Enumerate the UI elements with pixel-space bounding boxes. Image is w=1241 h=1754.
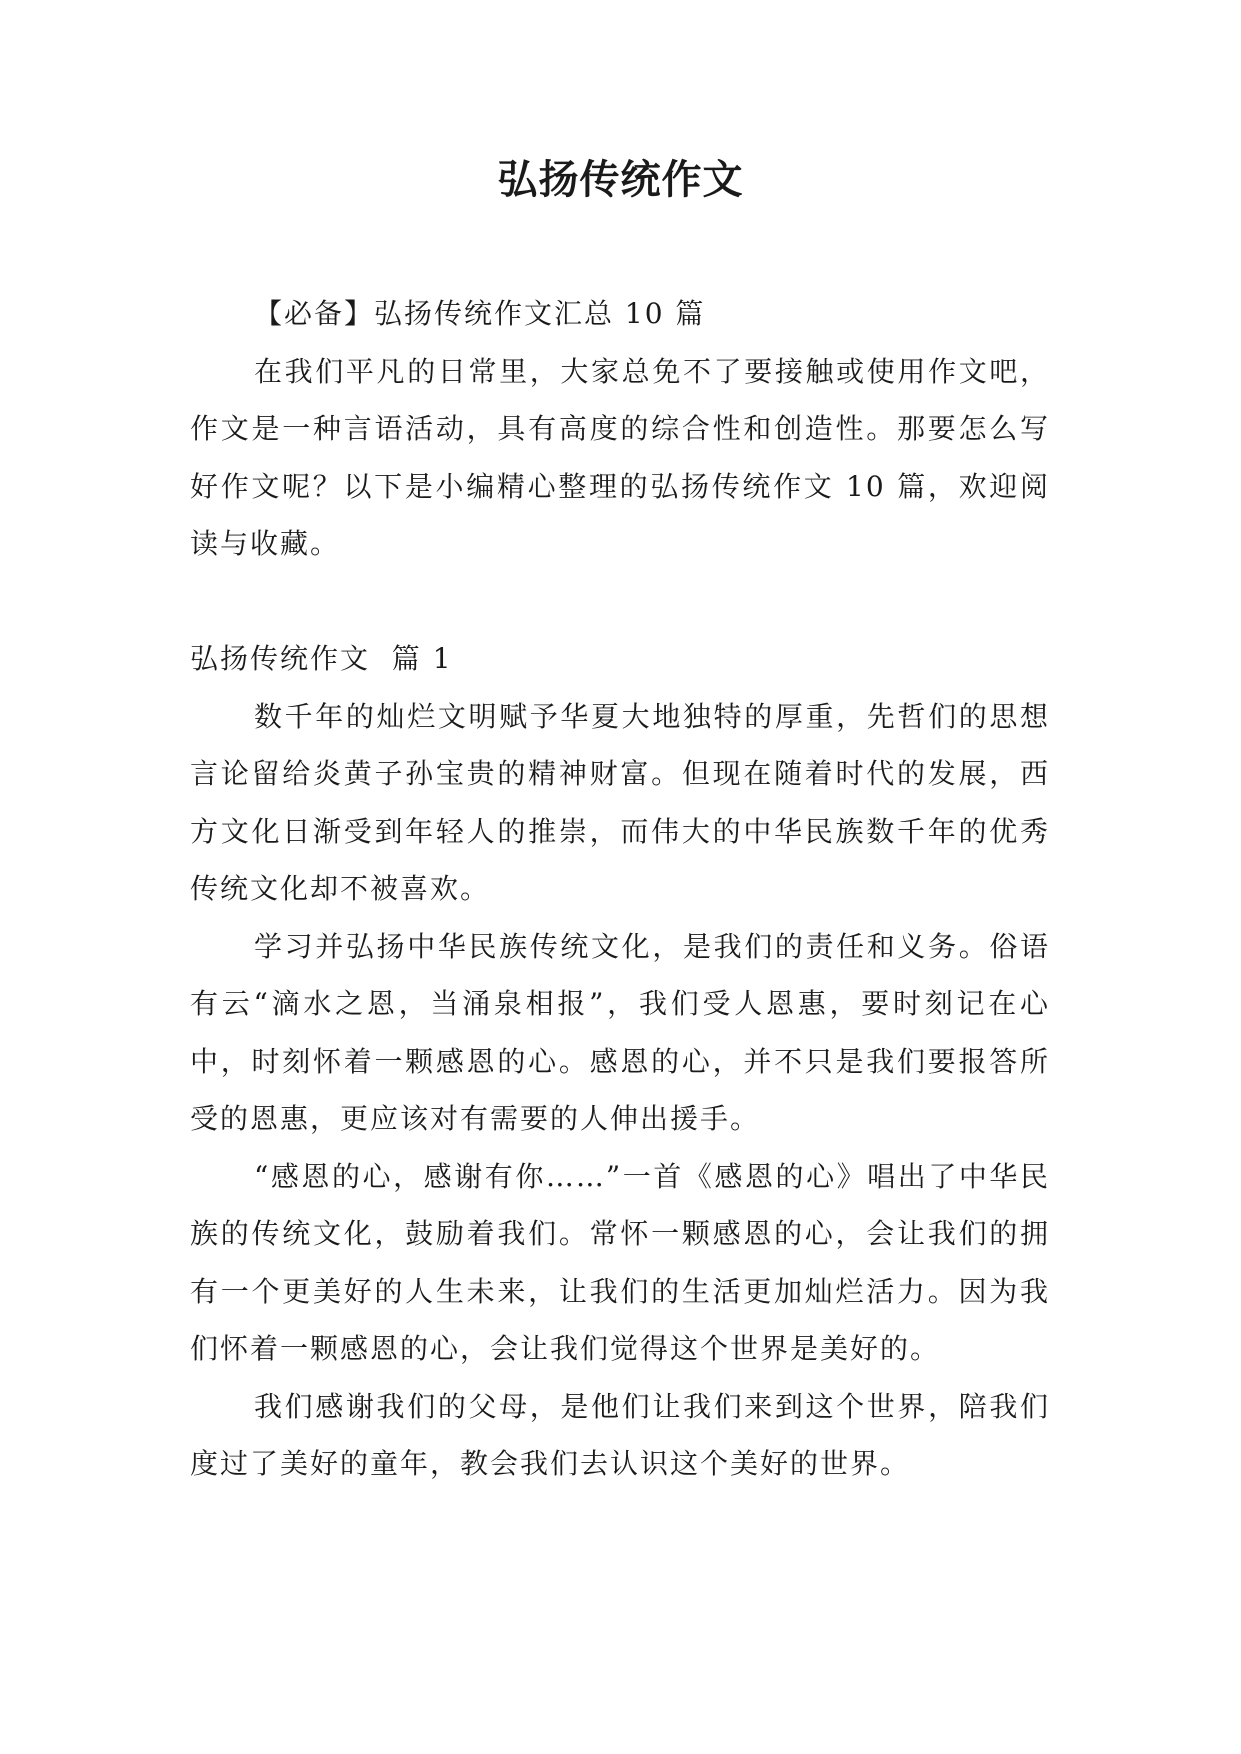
intro-paragraph: 在我们平凡的日常里，大家总免不了要接触或使用作文吧，作文是一种言语活动，具有高度的综合性和创造性。那要怎么写好作文呢？以下是小编精心整理的弘扬传统作文 10 篇，欢迎阅读与收藏。 — [190, 354, 1050, 560]
document-body — [190, 285, 1050, 1493]
document-title: 弘扬传统作文 — [497, 156, 744, 203]
body-paragraph: 数千年的灿烂文明赋予华夏大地独特的厚重，先哲们的思想言论留给炎黄子孙宝贵的精神财富。但现在随着时代的发展，西方文化日渐受到年轻人的推崇，而伟大的中华民族数千年的优秀传统文化却不被喜欢。 — [190, 699, 1050, 905]
section-heading: 弘扬传统作文 篇 1 — [190, 642, 453, 675]
body-paragraph: “感恩的心，感谢有你……”一首《感恩的心》唱出了中华民族的传统文化，鼓励着我们。常怀一颗感恩的心，会让我们的拥有一个更美好的人生未来，让我们的生活更加灿烂活力。因为我们怀着一颗感恩的心，会让我们觉得这个世界是美好的。 — [190, 1159, 1050, 1365]
document-subtitle: 【必备】弘扬传统作文汇总 10 篇 — [254, 297, 706, 330]
body-paragraph: 学习并弘扬中华民族传统文化，是我们的责任和义务。俗语有云“滴水之恩，当涌泉相报”，我们受人恩惠，要时刻记在心中，时刻怀着一颗感恩的心。感恩的心，并不只是我们要报答所受的恩惠，更应该对有需要的人伸出援手。 — [190, 929, 1050, 1135]
body-paragraph: 我们感谢我们的父母，是他们让我们来到这个世界，陪我们度过了美好的童年，教会我们去认识这个美好的世界。 — [190, 1389, 1050, 1480]
